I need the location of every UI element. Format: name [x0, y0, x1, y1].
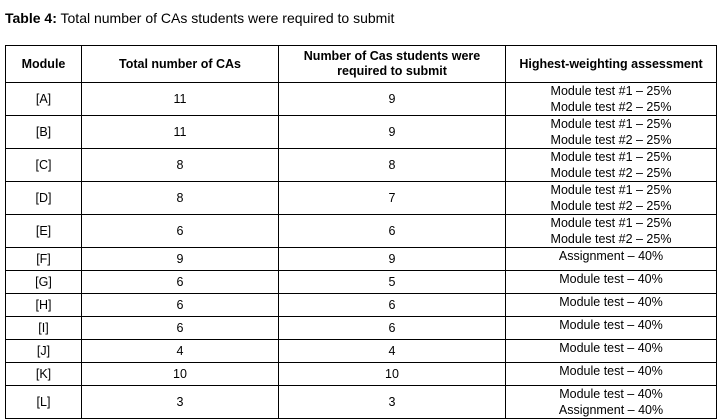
module-cell: [E] [6, 215, 82, 248]
cas-required-cell: 9 [279, 83, 506, 116]
table-row [6, 340, 717, 363]
table-body [6, 83, 717, 419]
cas-required-cell: 4 [279, 340, 506, 363]
table-row [6, 83, 717, 116]
assessment-line: Module test #1 – 25% [550, 216, 672, 230]
table-header-row [6, 46, 717, 83]
assessment-line: Module test – 40% [559, 341, 663, 355]
assessment-cell [506, 271, 717, 294]
cas-required-cell: 9 [279, 116, 506, 149]
module-cell: [L] [6, 386, 82, 419]
caption-label: Table 4: [5, 10, 57, 26]
cas-required-cell: 6 [279, 317, 506, 340]
cas-required-cell: 6 [279, 294, 506, 317]
total-cas-cell: 6 [82, 294, 279, 317]
table-row [6, 317, 717, 340]
cas-required-cell: 3 [279, 386, 506, 419]
assessment-line: Assignment – 40% [558, 403, 664, 417]
total-cas-cell: 6 [82, 215, 279, 248]
header-highest-weighting: Highest-weighting assessment [506, 46, 717, 83]
assessment-line: Module test – 40% [559, 295, 663, 309]
cas-required-cell: 6 [279, 215, 506, 248]
table-row [6, 294, 717, 317]
cas-required-cell: 10 [279, 363, 506, 386]
assessment-line: Module test #2 – 25% [550, 199, 672, 213]
table-row [6, 271, 717, 294]
assessment-cell [506, 215, 717, 248]
header-module: Module [6, 46, 82, 83]
assessment-line: Module test – 40% [559, 364, 663, 378]
header-total-cas: Total number of CAs [82, 46, 279, 83]
module-cell: [C] [6, 149, 82, 182]
module-cell: [D] [6, 182, 82, 215]
table-row [6, 182, 717, 215]
cas-required-cell: 5 [279, 271, 506, 294]
header-cas-required: Number of Cas students were required to submit [279, 46, 506, 83]
table-row [6, 248, 717, 271]
module-cell: [J] [6, 340, 82, 363]
total-cas-cell: 8 [82, 149, 279, 182]
table-row [6, 363, 717, 386]
total-cas-cell: 8 [82, 182, 279, 215]
module-cell: [A] [6, 83, 82, 116]
caption-text: Total number of CAs students were required to submit [56, 10, 395, 26]
assessment-cell [506, 248, 717, 271]
table-caption [5, 9, 394, 27]
assessment-line: Module test #2 – 25% [550, 232, 672, 246]
total-cas-cell: 10 [82, 363, 279, 386]
cas-required-cell: 9 [279, 248, 506, 271]
assessment-cell [506, 182, 717, 215]
cas-required-cell: 8 [279, 149, 506, 182]
table-row [6, 386, 717, 419]
module-cell: [B] [6, 116, 82, 149]
assessment-line: Module test – 40% [559, 272, 663, 286]
assessment-cell [506, 116, 717, 149]
assessment-line: Module test #1 – 25% [550, 117, 672, 131]
table-row [6, 116, 717, 149]
module-cell: [F] [6, 248, 82, 271]
assessment-line: Module test – 40% [559, 318, 663, 332]
total-cas-cell: 11 [82, 116, 279, 149]
assessment-cell [506, 363, 717, 386]
assessment-line: Module test – 40% [559, 387, 663, 401]
assessment-cell [506, 294, 717, 317]
total-cas-cell: 3 [82, 386, 279, 419]
assessment-cell [506, 149, 717, 182]
total-cas-cell: 4 [82, 340, 279, 363]
module-cell: [K] [6, 363, 82, 386]
module-cell: [G] [6, 271, 82, 294]
assessment-line: Module test #1 – 25% [550, 150, 672, 164]
assessment-line: Module test #1 – 25% [550, 84, 672, 98]
table-row [6, 215, 717, 248]
total-cas-cell: 9 [82, 248, 279, 271]
total-cas-cell: 11 [82, 83, 279, 116]
assessment-line: Module test #1 – 25% [550, 183, 672, 197]
assessment-cell [506, 340, 717, 363]
assessment-line: Module test #2 – 25% [550, 100, 672, 114]
module-cell: [H] [6, 294, 82, 317]
total-cas-cell: 6 [82, 271, 279, 294]
ca-table [5, 45, 717, 419]
table-row [6, 149, 717, 182]
total-cas-cell: 6 [82, 317, 279, 340]
assessment-cell [506, 83, 717, 116]
assessment-line: Assignment – 40% [558, 249, 664, 263]
cas-required-cell: 7 [279, 182, 506, 215]
module-cell: [I] [6, 317, 82, 340]
assessment-cell [506, 317, 717, 340]
assessment-cell [506, 386, 717, 419]
assessment-line: Module test #2 – 25% [550, 166, 672, 180]
assessment-line: Module test #2 – 25% [550, 133, 672, 147]
